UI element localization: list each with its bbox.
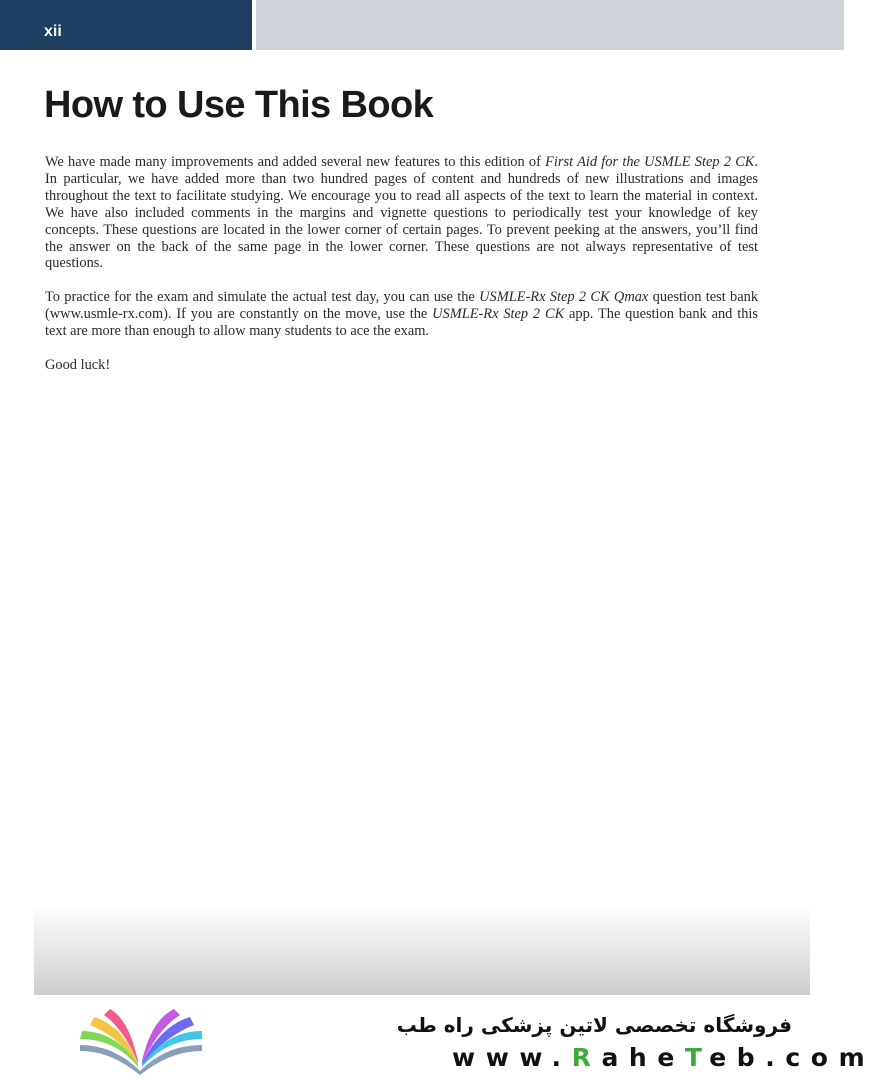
page-title: How to Use This Book (44, 84, 434, 126)
header-bar-light (256, 0, 844, 50)
page-number: xii (44, 23, 62, 40)
paragraph-intro: We have made many improvements and added several new features to this edition of First Aid for the USMLE Step 2 CK. In particular, we have added more than two hundred pages of content and hundreds of new illustrations and images throughout the text to facilitate studying. We encourage you to read all aspects of the text to learn the material in context. We have also included comments in the margins and vignette questions to periodically test your knowledge of key concepts. These questions are located in the lower corner of certain pages. To prevent peeking at the answers, you’ll find the answer on the back of the same page in the lower corner. These questions are not always representative of test questions. (45, 154, 758, 272)
store-name-persian: فروشگاه تخصصی لاتین پزشکی راه طب (396, 1013, 792, 1037)
open-book-logo-icon (76, 1005, 206, 1075)
footer-shadow (34, 905, 810, 995)
store-url[interactable]: www.RaheTeb.com (452, 1043, 875, 1072)
qbank-name: USMLE-Rx Step 2 CK Qmax (479, 289, 649, 306)
book-title: First Aid for the USMLE Step 2 CK (545, 154, 755, 170)
header-bar-dark (0, 0, 252, 50)
paragraph-practice: To practice for the exam and simulate the actual test day, you can use the USMLE-Rx Step 2 CK Qmax question test bank (www.usmle-rx.com). If you are constantly on the move, use the USMLE-Rx Step 2 CK app. The question bank and this text are more than enough to allow many students to ace the exam. (45, 289, 759, 340)
paragraph-good-luck: Good luck! (45, 357, 111, 374)
body-text (45, 154, 758, 391)
app-name: USMLE-Rx Step 2 CK (432, 306, 565, 323)
